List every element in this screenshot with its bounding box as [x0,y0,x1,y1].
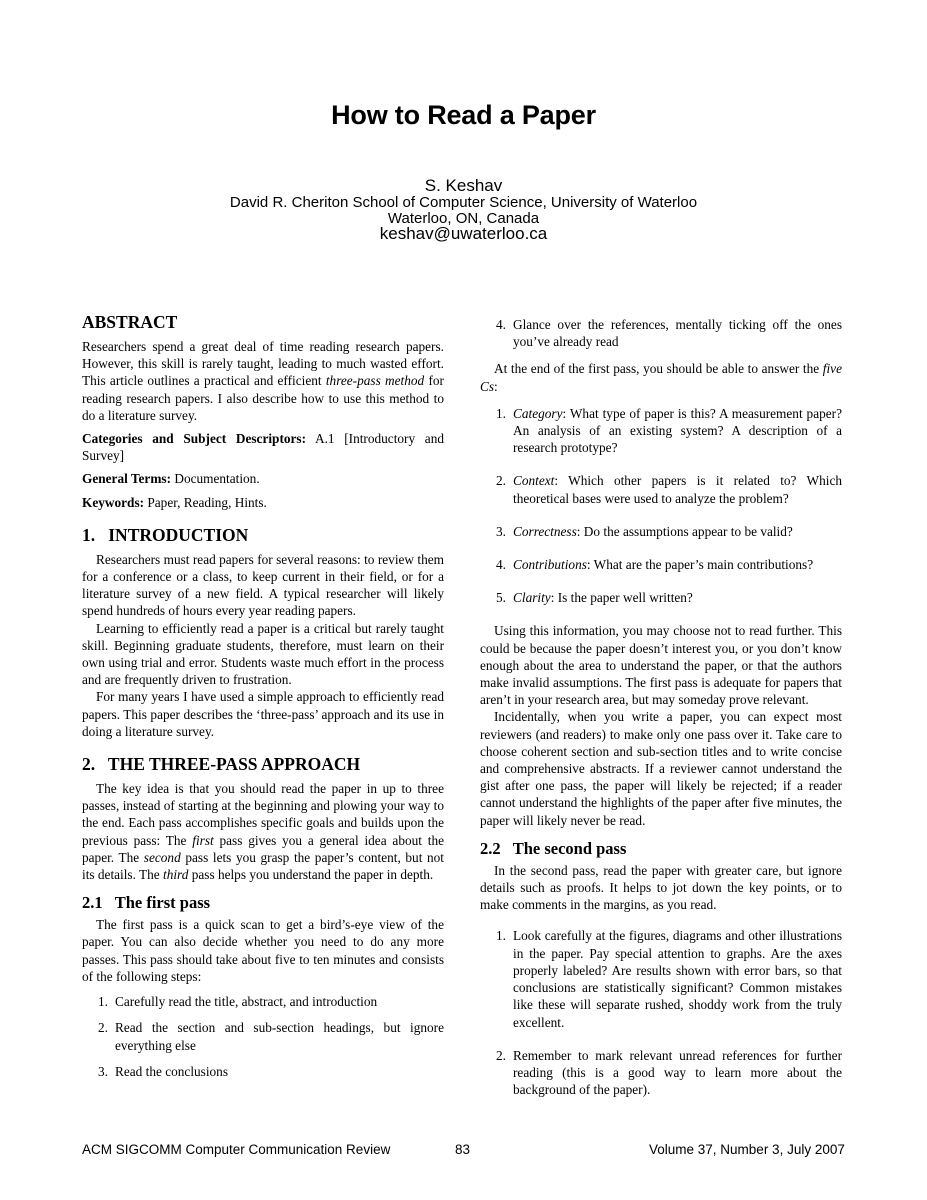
list-item: 2. Read the section and sub-section headings, but ignore everything else [98,1020,444,1053]
footer-volume: Volume 37, Number 3, July 2007 [649,1142,845,1157]
second-pass-steps [480,927,842,1098]
three-pass-paragraph: The key idea is that you should read the paper in up to three passes, instead of starting at the beginning and plowing your way to the end. Each pass accomplishes specific goals and builds upon the previous pass: The first pass gives you a general idea about the paper. The second pass lets you grasp the paper’s content, but not its details. The third pass helps you understand the paper in depth. [82,781,445,883]
intro-paragraph-3: For many years I have used a simple approach to efficiently read papers. This paper describes the ‘three-pass’ approach and its use in doing a literature survey. [82,689,444,739]
list-item: 3. Read the conclusions [98,1063,228,1079]
three-pass-heading: 2. THE THREE-PASS APPROACH [82,754,361,775]
first-pass-paragraph-3: Incidentally, when you write a paper, you can expect most reviewers (and readers) to make only one pass over it. Take care to choose coherent section and sub-section titles and to write concise and comprehensive abstracts. If a reviewer cannot understand the gist after one pass, the paper will likely be rejected; if a reader cannot understand the highlights of the paper after five minutes, the paper will likely never be read. [480,709,842,828]
list-item: 4. Glance over the references, mentally ticking off the ones you’ve already read [496,317,842,350]
intro-paragraph-2: Learning to efficiently read a paper is a critical but rarely taught skill. Beginning graduate students, therefore, must learn on their own using trial and error. Students waste much effort in the process and are frequently driven to frustration. [82,620,444,688]
list-item: 3. Correctness: Do the assumptions appear to be valid? [496,523,793,539]
footer-page-number: 83 [455,1142,471,1157]
left-column [82,312,444,1089]
list-item: 1. Category: What type of paper is this? A measurement paper? An analysis of an existing system? A description of a research prototype? [496,405,842,456]
abstract-heading: ABSTRACT [82,312,178,332]
abstract-text: Researchers spend a great deal of time reading research papers. However, this skill is rarely taught, leading to much wasted effort. This article outlines a practical and efficient three-pass method for reading research papers. I also describe how to use this method to do a literature survey. [82,339,444,423]
first-pass-steps-continued [480,316,842,350]
second-pass-paragraph: In the second pass, read the paper with greater care, but ignore details such as proofs. It helps to jot down the key points, or to make comments in the margins, as you read. [480,862,842,913]
footer-journal: ACM SIGCOMM Computer Communication Review [82,1142,391,1157]
intro-heading: 1. INTRODUCTION [82,524,249,545]
list-item: 4. Contributions: What are the paper’s main contributions? [496,557,814,573]
author-name: S. Keshav [424,176,503,195]
paper-title: How to Read a Paper [331,100,596,130]
keywords: Keywords: Paper, Reading, Hints. [82,494,267,510]
five-cs-list [480,405,842,607]
intro-paragraph-1: Researchers must read papers for several reasons: to review them for a conference or a class, to keep current in their field, or for a literature survey of a new field. A typical researcher will likely spend hundreds of hours every year reading papers. [82,551,444,619]
author-location: Waterloo, ON, Canada [387,210,540,227]
list-item: 2. Context: Which other papers is it related to? Which theoretical bases were used to analyze the problem? [496,473,842,506]
five-cs-intro: At the end of the first pass, you should be able to answer the five Cs: [480,361,842,394]
list-item: 1. Look carefully at the figures, diagrams and other illustrations in the paper. Pay special attention to graphs. Are the axes properly labeled? Are results shown with error bars, so that conclusions are statistically significant? Common mistakes like these will separate rushed, shoddy work from the truly excellent. [496,928,842,1030]
list-item: 5. Clarity: Is the paper well written? [496,590,693,606]
author-affiliation: David R. Cheriton School of Computer Science, University of Waterloo [229,194,698,211]
author-email: keshav@uwaterloo.ca [379,224,548,243]
general-terms: General Terms: Documentation. [82,471,260,487]
first-pass-steps [82,993,444,1080]
first-pass-heading: 2.1 The first pass [82,893,211,913]
list-item: 2. Remember to mark relevant unread references for further reading (this is a good way to learn more about the background of the paper). [496,1047,842,1098]
second-pass-heading: 2.2 The second pass [480,838,627,858]
right-column [480,312,842,1107]
list-item: 1. Carefully read the title, abstract, and introduction [98,994,378,1010]
first-pass-paragraph-2: Using this information, you may choose not to read further. This could be because the paper doesn’t interest you, or you don’t know enough about the area to understand the paper, or that the authors make invalid assumptions. The first pass is adequate for papers that aren’t in your research area, but may someday prove relevant. [480,623,842,708]
first-pass-paragraph: The first pass is a quick scan to get a bird’s-eye view of the paper. You can also decide whether you need to do any more passes. This pass should take about five to ten minutes and consists of the following steps: [82,917,444,984]
categories: Categories and Subject Descriptors: A.1 [Introductory and Survey] [82,431,444,464]
